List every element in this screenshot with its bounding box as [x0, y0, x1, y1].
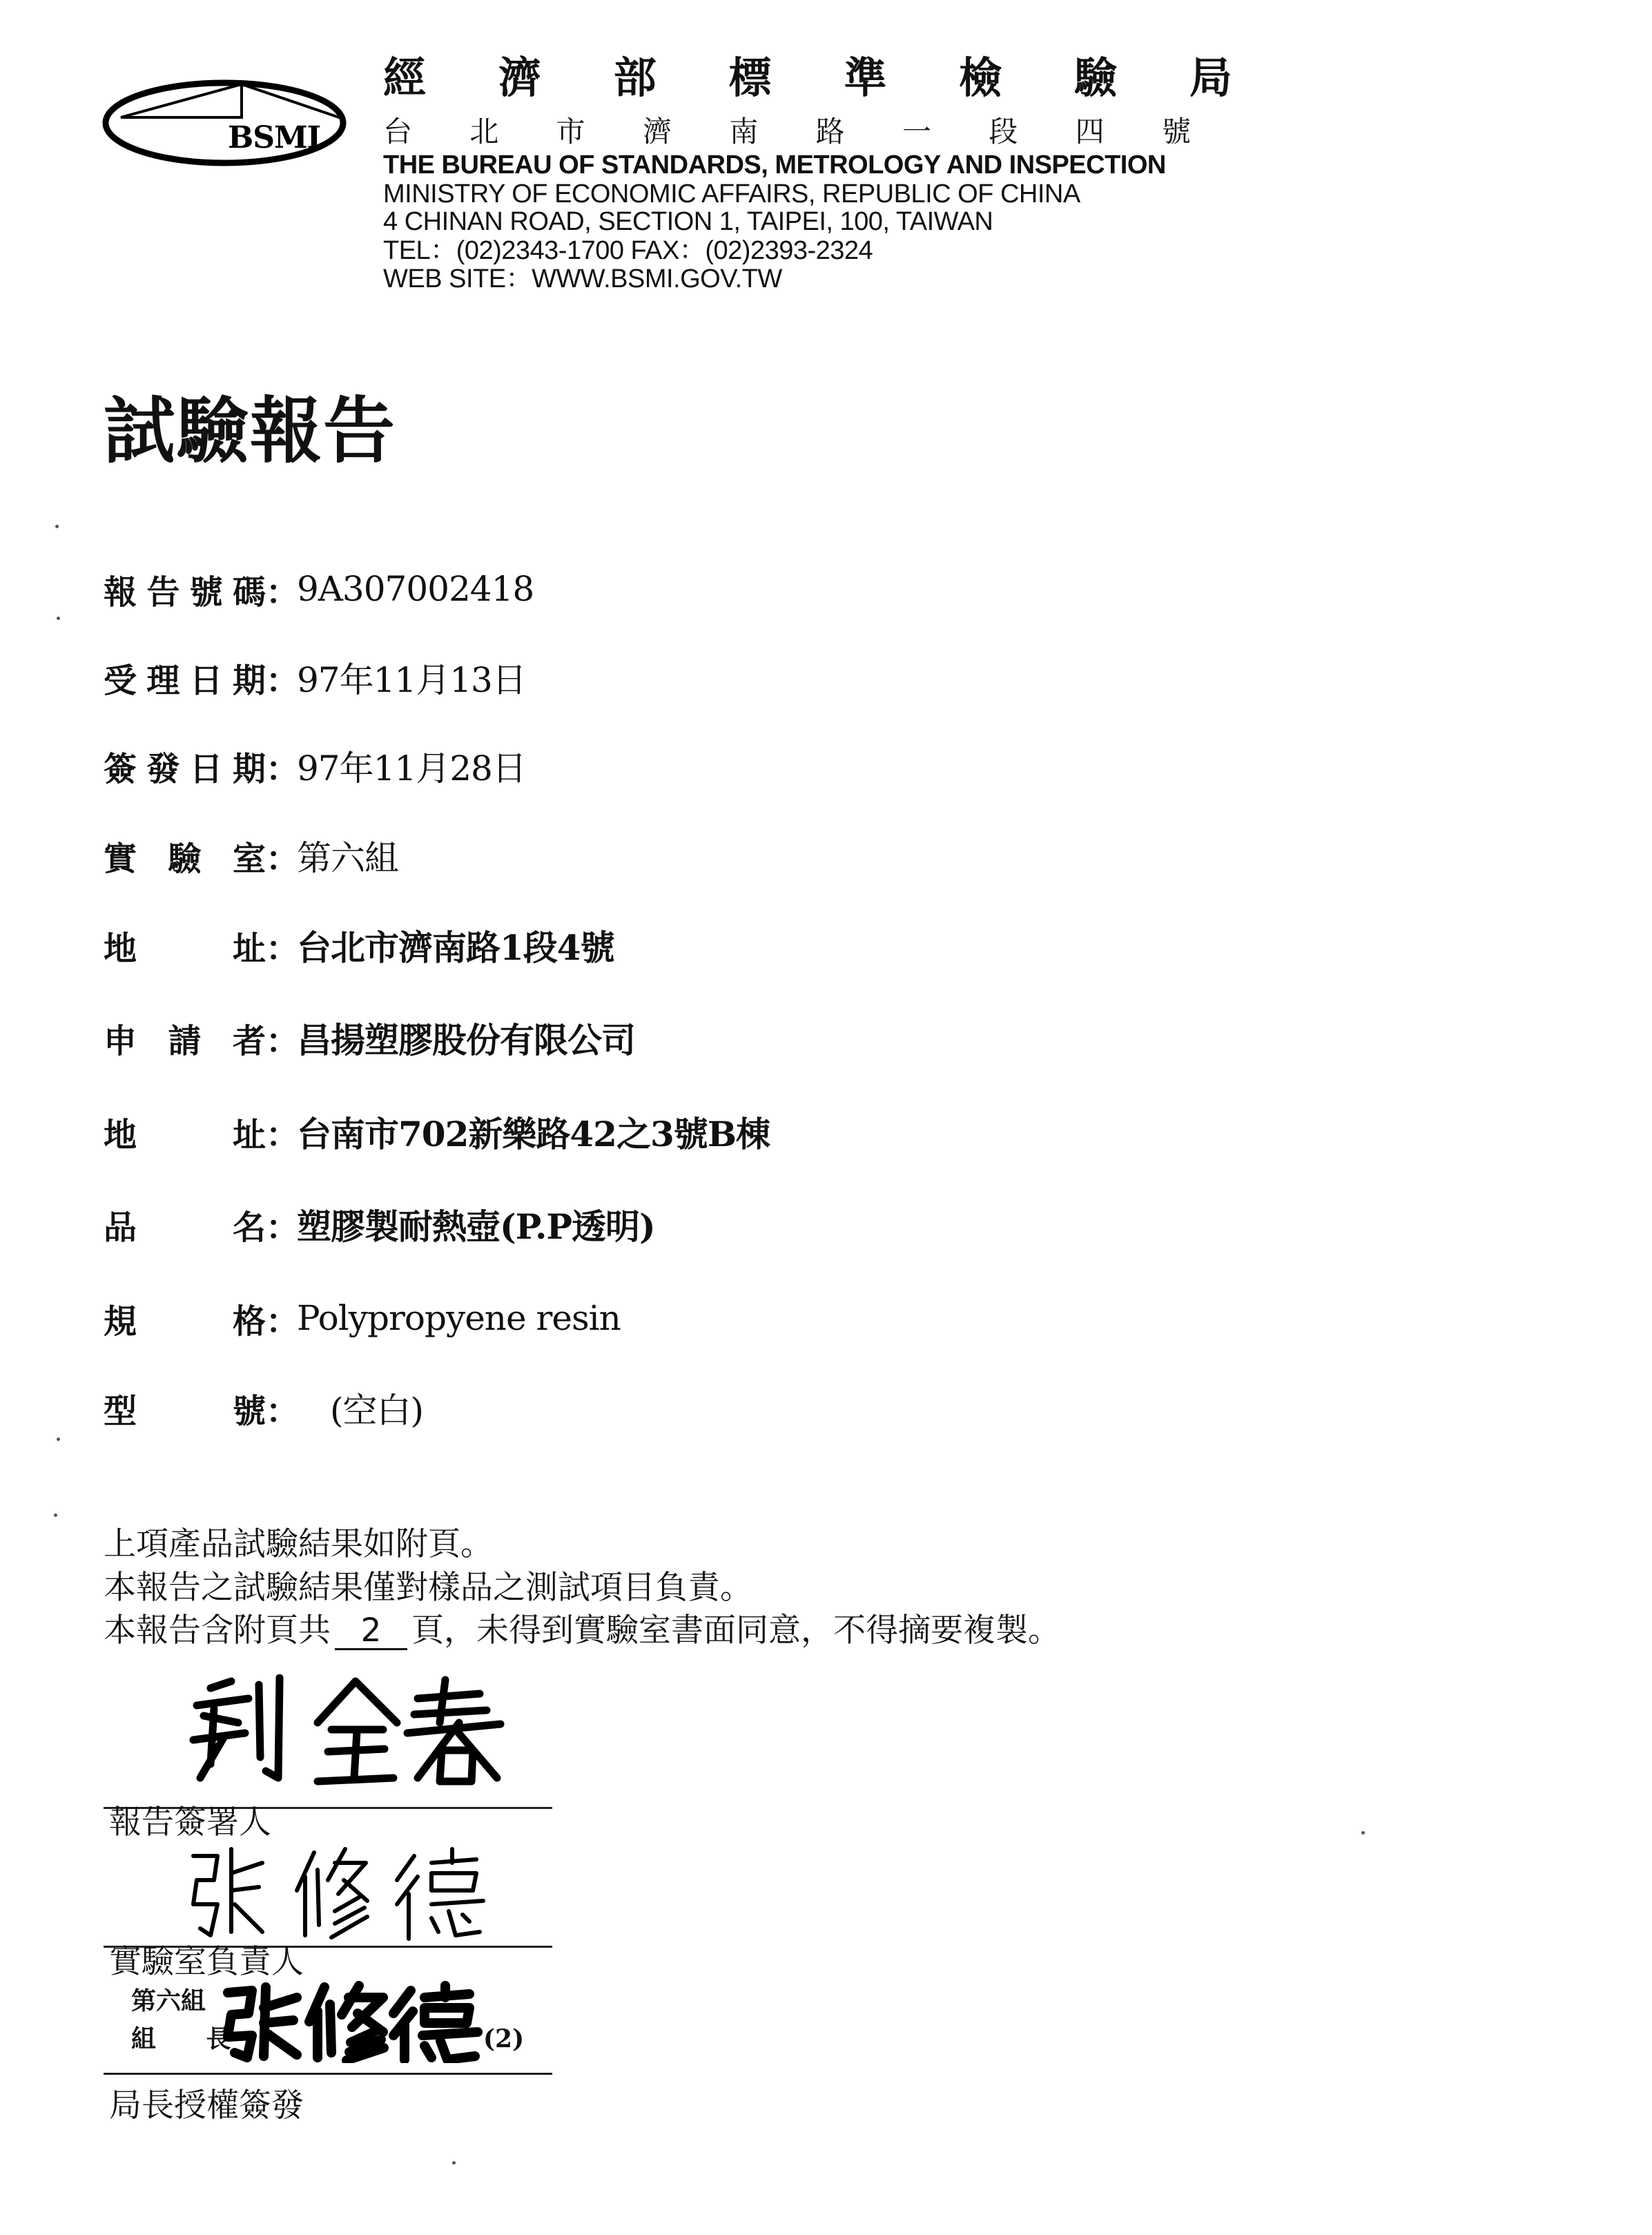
field-value: 97年11月28日 [297, 748, 526, 788]
stamp-title-label: 組 長 [131, 2024, 252, 2053]
field-label-char: 格 [232, 1302, 266, 1341]
field-label-char: 碼 [232, 572, 266, 612]
field-label-char: 理 [146, 661, 180, 700]
field-label-char: 室 [232, 839, 266, 878]
field-product-name [104, 1200, 655, 1248]
field-label [104, 832, 266, 880]
field-label-char: 驗 [168, 839, 202, 878]
field-laboratory [104, 831, 398, 880]
stamp-number: (2) [483, 2024, 525, 2053]
statement-pages-suffix: 頁，未得到實驗室書面同意，不得摘要複製。 [411, 1612, 1060, 1649]
field-applicant [104, 1014, 635, 1062]
address-char: 一 [902, 115, 931, 148]
field-label-char: 期 [232, 749, 266, 788]
field-colon: ： [266, 572, 300, 612]
field-value: (空白) [330, 1391, 424, 1431]
field-label-char: 申 [104, 1021, 137, 1061]
stamp-group-label: 第六組 [131, 1986, 206, 2015]
field-colon: ： [266, 1021, 300, 1061]
scan-speck [57, 1438, 60, 1441]
page-count: 2 [335, 1614, 407, 1650]
field-label [104, 1014, 266, 1062]
field-label [104, 742, 266, 790]
field-label-char: 號 [189, 572, 223, 612]
field-label-char: 告 [146, 572, 180, 612]
field-label [104, 1384, 266, 1432]
address-char: 號 [1161, 115, 1191, 148]
field-label-char: 受 [104, 661, 137, 700]
field-value: 昌揚塑膠股份有限公司 [297, 1020, 635, 1061]
agency-char: 濟 [498, 52, 541, 103]
agency-char: 部 [613, 52, 657, 103]
scan-speck [57, 617, 60, 620]
field-colon: ： [266, 839, 300, 878]
field-label-char: 日 [189, 661, 223, 700]
address-char: 市 [556, 115, 585, 148]
agency-char: 準 [844, 52, 887, 103]
field-label-char: 期 [232, 661, 266, 700]
field-label [104, 1201, 266, 1248]
agency-char: 經 [383, 52, 427, 103]
ministry-name: MINISTRY OF ECONOMIC AFFAIRS, REPUBLIC OF CHINA [383, 180, 1080, 209]
field-label-char: 請 [168, 1021, 202, 1061]
signature-3-line [104, 2073, 552, 2075]
address-char: 濟 [642, 115, 672, 148]
field-label [104, 922, 266, 969]
field-label-char: 日 [189, 749, 223, 788]
address-char: 台 [383, 115, 413, 148]
field-label-char: 址 [232, 1115, 266, 1154]
field-label-char: 型 [104, 1391, 137, 1431]
field-report-number [104, 565, 534, 613]
field-label [104, 565, 266, 613]
field-label [104, 1295, 266, 1342]
field-label-char: 地 [104, 929, 137, 968]
signature-1-caption: 報告簽署人 [109, 1803, 271, 1841]
field-label-char: 者 [232, 1021, 266, 1061]
field-value: 97年11月13日 [297, 660, 526, 700]
field-label [104, 654, 266, 702]
field-label-char: 規 [104, 1302, 137, 1341]
field-label-char: 名 [232, 1208, 266, 1247]
agency-name-en: THE BUREAU OF STANDARDS, METROLOGY AND INSPECTION [383, 151, 1166, 180]
scan-speck [1361, 1831, 1365, 1835]
field-label-char: 簽 [104, 749, 137, 788]
field-value: 台北市濟南路1段4號 [297, 927, 614, 968]
field-label-char: 地 [104, 1115, 137, 1154]
document-title: 試驗報告 [104, 389, 397, 473]
field-label-char: 報 [104, 572, 137, 612]
signature-1-handwriting [183, 1674, 507, 1795]
address-char: 北 [469, 115, 499, 148]
statement-responsibility: 本報告之試驗結果僅對樣品之測試項目負責。 [104, 1569, 752, 1607]
statement-pages [104, 1614, 1060, 1650]
field-colon: ： [266, 1302, 300, 1341]
agency-char: 檢 [959, 52, 1002, 103]
field-label-char: 品 [104, 1208, 137, 1247]
address-zh [383, 117, 1191, 146]
field-colon: ： [266, 929, 300, 968]
address-char: 路 [815, 115, 845, 148]
field-received-date [104, 653, 526, 702]
field-value: 塑膠製耐熱壺(P.P透明) [297, 1206, 655, 1247]
signature-3-caption: 局長授權簽發 [109, 2087, 304, 2125]
signature-2-handwriting [186, 1842, 497, 1942]
field-label-char: 號 [232, 1391, 266, 1431]
field-lab-address [104, 921, 614, 969]
tel-fax: TEL：(02)2343-1700 FAX：(02)2393-2324 [383, 236, 873, 265]
field-specification [104, 1294, 621, 1342]
statement-results: 上項產品試驗結果如附頁。 [104, 1525, 493, 1563]
statement-pages-prefix: 本報告含附頁共 [104, 1612, 331, 1649]
field-issued-date [104, 742, 526, 790]
field-value: 9A307002418 [297, 569, 534, 609]
signature-2-caption: 實驗室負責人 [109, 1943, 304, 1981]
field-colon: ： [266, 749, 300, 788]
agency-name-zh [383, 52, 1232, 103]
field-value: Polypropyene resin [297, 1298, 621, 1338]
field-model-number [104, 1384, 423, 1432]
stamp-signature [221, 1980, 483, 2063]
field-colon: ： [266, 1208, 300, 1247]
scan-speck [55, 525, 59, 528]
field-label-char: 址 [232, 929, 266, 968]
field-value: 台南市702新樂路42之3號B棟 [297, 1114, 770, 1154]
agency-char: 標 [728, 52, 772, 103]
address-en: 4 CHINAN ROAD, SECTION 1, TAIPEI, 100, TAIWAN [383, 207, 993, 236]
field-label [104, 1108, 266, 1156]
scan-speck [54, 1513, 57, 1517]
address-char: 段 [989, 115, 1018, 148]
field-label-char: 實 [104, 839, 137, 878]
field-label-char: 發 [146, 749, 180, 788]
field-colon: ： [266, 661, 300, 700]
field-colon: ： [266, 1115, 300, 1154]
address-char: 南 [729, 115, 759, 148]
agency-char: 驗 [1074, 52, 1118, 103]
agency-char: 局 [1189, 52, 1232, 103]
website: WEB SITE：WWW.BSMI.GOV.TW [383, 264, 782, 293]
field-colon: ： [266, 1391, 300, 1431]
field-applicant-address [104, 1107, 770, 1156]
logo-text: BSMI [228, 120, 321, 155]
address-char: 四 [1075, 115, 1105, 148]
field-value: 第六組 [297, 838, 398, 878]
scan-speck [452, 2161, 456, 2165]
